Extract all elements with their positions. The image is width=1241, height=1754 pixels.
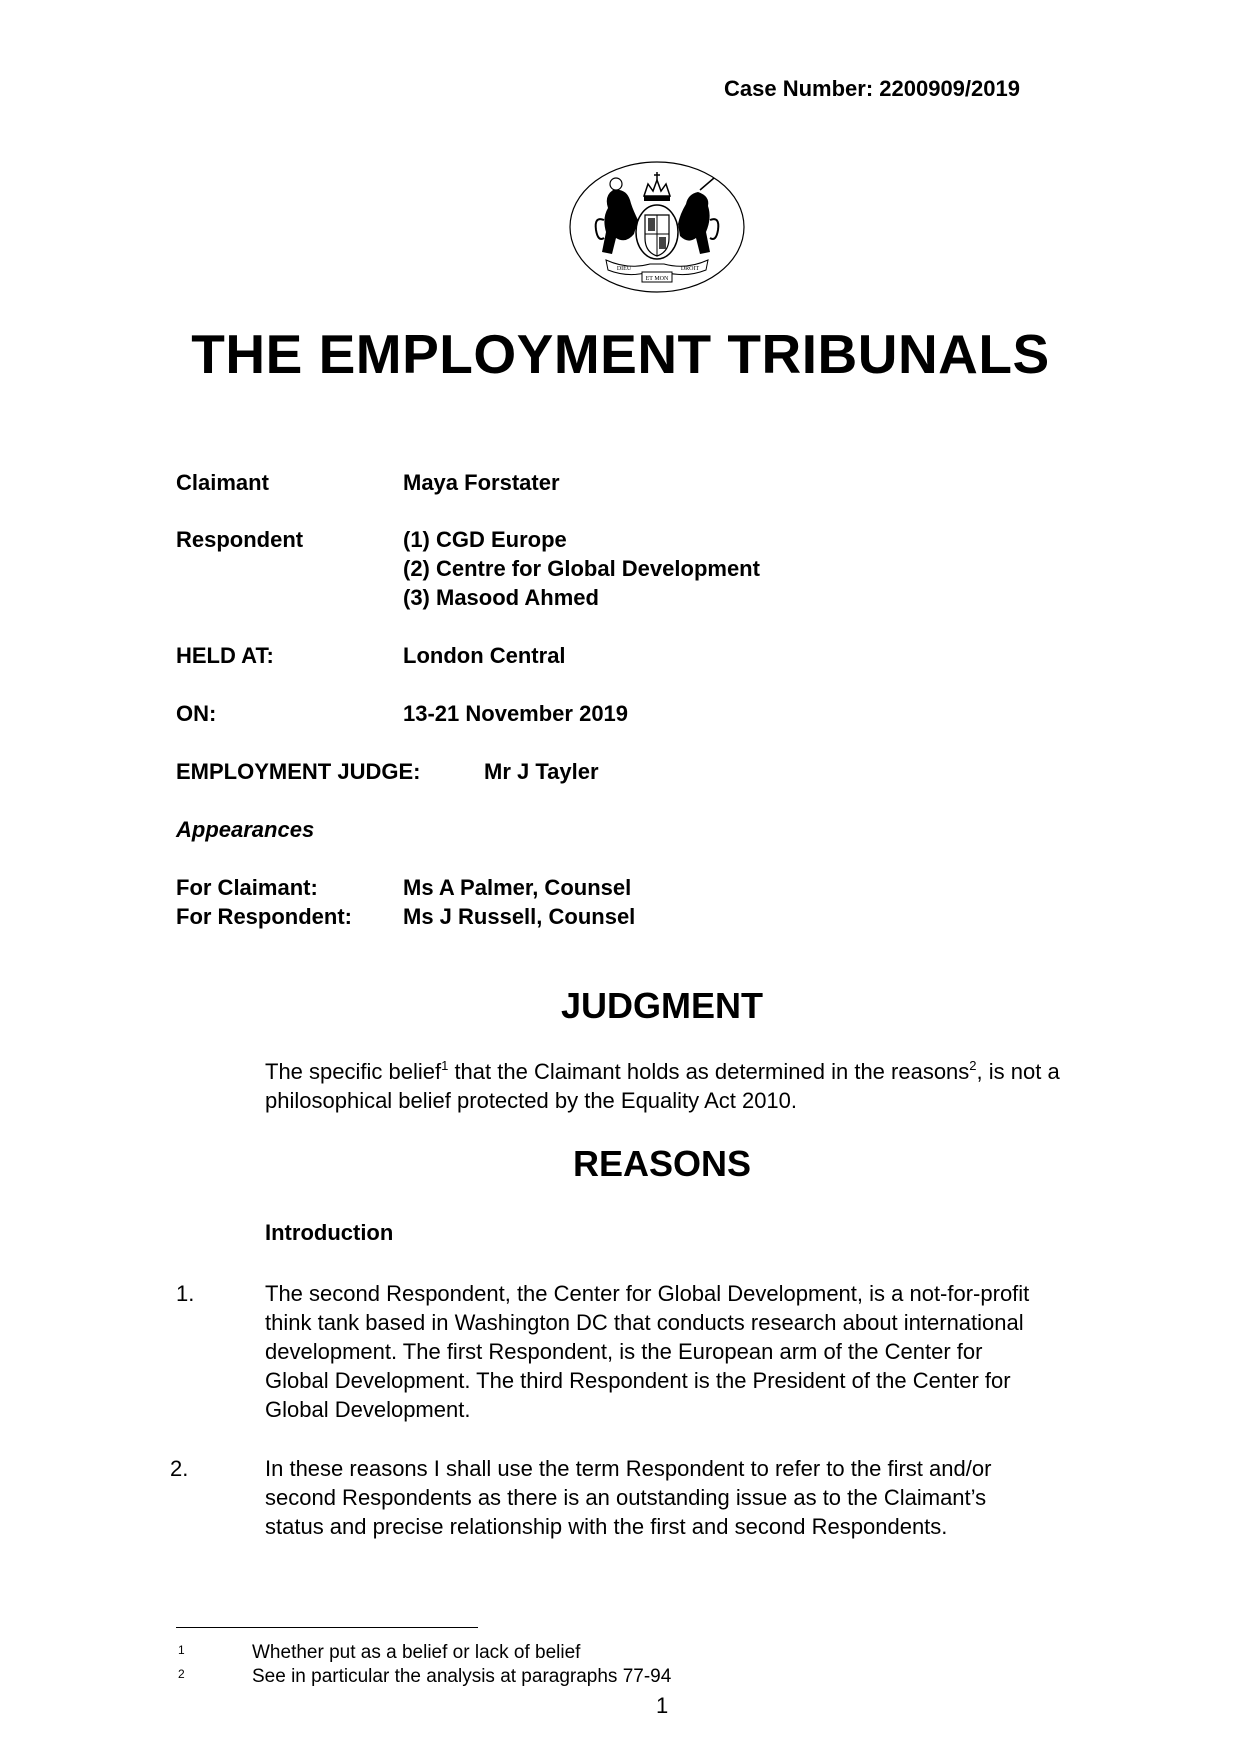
footnote-1-text: Whether put as a belief or lack of belief — [252, 1642, 581, 1663]
footnote-ref-2[interactable]: 2 — [969, 1058, 977, 1073]
respondent-2: (2) Centre for Global Development — [403, 556, 760, 581]
royal-coat-of-arms-icon — [568, 160, 746, 294]
footnote-2-number: 2 — [178, 1667, 185, 1681]
judge-label: EMPLOYMENT JUDGE: — [176, 759, 421, 784]
svg-text:DIEU: DIEU — [616, 266, 632, 272]
svg-text:ET MON: ET MON — [645, 276, 669, 282]
hearing-date-label: ON: — [176, 701, 217, 726]
respondent-3: (3) Masood Ahmed — [403, 585, 599, 610]
respondent-1: (1) CGD Europe — [403, 527, 567, 552]
paragraph-2: In these reasons I shall use the term Respondent to refer to the first and/or second Respondents as there is an outstanding issue as to the Claimant’s status and precise relationship with the first and second Respondents. — [265, 1456, 992, 1539]
held-at-value: London Central — [403, 643, 566, 668]
for-claimant-value: Ms A Palmer, Counsel — [403, 875, 632, 900]
judgment-heading: JUDGMENT — [560, 985, 763, 1026]
footnote-2-text: See in particular the analysis at paragraphs 77-94 — [252, 1666, 672, 1687]
claimant-label: Claimant — [176, 470, 269, 495]
case-number: Case Number: 2200909/2019 — [724, 76, 1020, 101]
paragraph-number: 1. — [176, 1281, 195, 1306]
for-claimant-label: For Claimant: — [176, 875, 318, 900]
page-number: 1 — [656, 1693, 669, 1718]
held-at-label: HELD AT: — [176, 643, 274, 668]
footnote-ref-1[interactable]: 1 — [441, 1058, 449, 1073]
judge-value: Mr J Tayler — [484, 759, 599, 784]
paragraph-1: The second Respondent, the Center for Global Development, is a not-for-profit think tank based in Washington DC that conducts research about international development. The first Respondent, is the European arm of the Center for Global Development. The third Respondent is the President of the Center for Global Development. — [265, 1281, 1030, 1422]
paragraph-number: 2. — [170, 1456, 189, 1481]
judgment-text: The specific belief$^1$ that the Claimant holds as determined in the reasons$^2$, is not a philosophical belief protected by the Equality Act 2010. — [265, 1058, 1060, 1113]
respondent-label: Respondent — [176, 527, 304, 552]
document-title: THE EMPLOYMENT TRIBUNALS — [191, 323, 1050, 385]
for-respondent-label: For Respondent: — [176, 904, 352, 929]
introduction-subheading: Introduction — [265, 1220, 394, 1245]
for-respondent-value: Ms J Russell, Counsel — [403, 904, 636, 929]
svg-text:DROIT: DROIT — [680, 266, 700, 272]
reasons-heading: REASONS — [572, 1143, 752, 1184]
footnote-separator — [176, 1627, 478, 1628]
footnote-1-number: 1 — [178, 1643, 185, 1657]
hearing-date-value: 13-21 November 2019 — [403, 701, 629, 726]
claimant-value: Maya Forstater — [403, 470, 560, 495]
